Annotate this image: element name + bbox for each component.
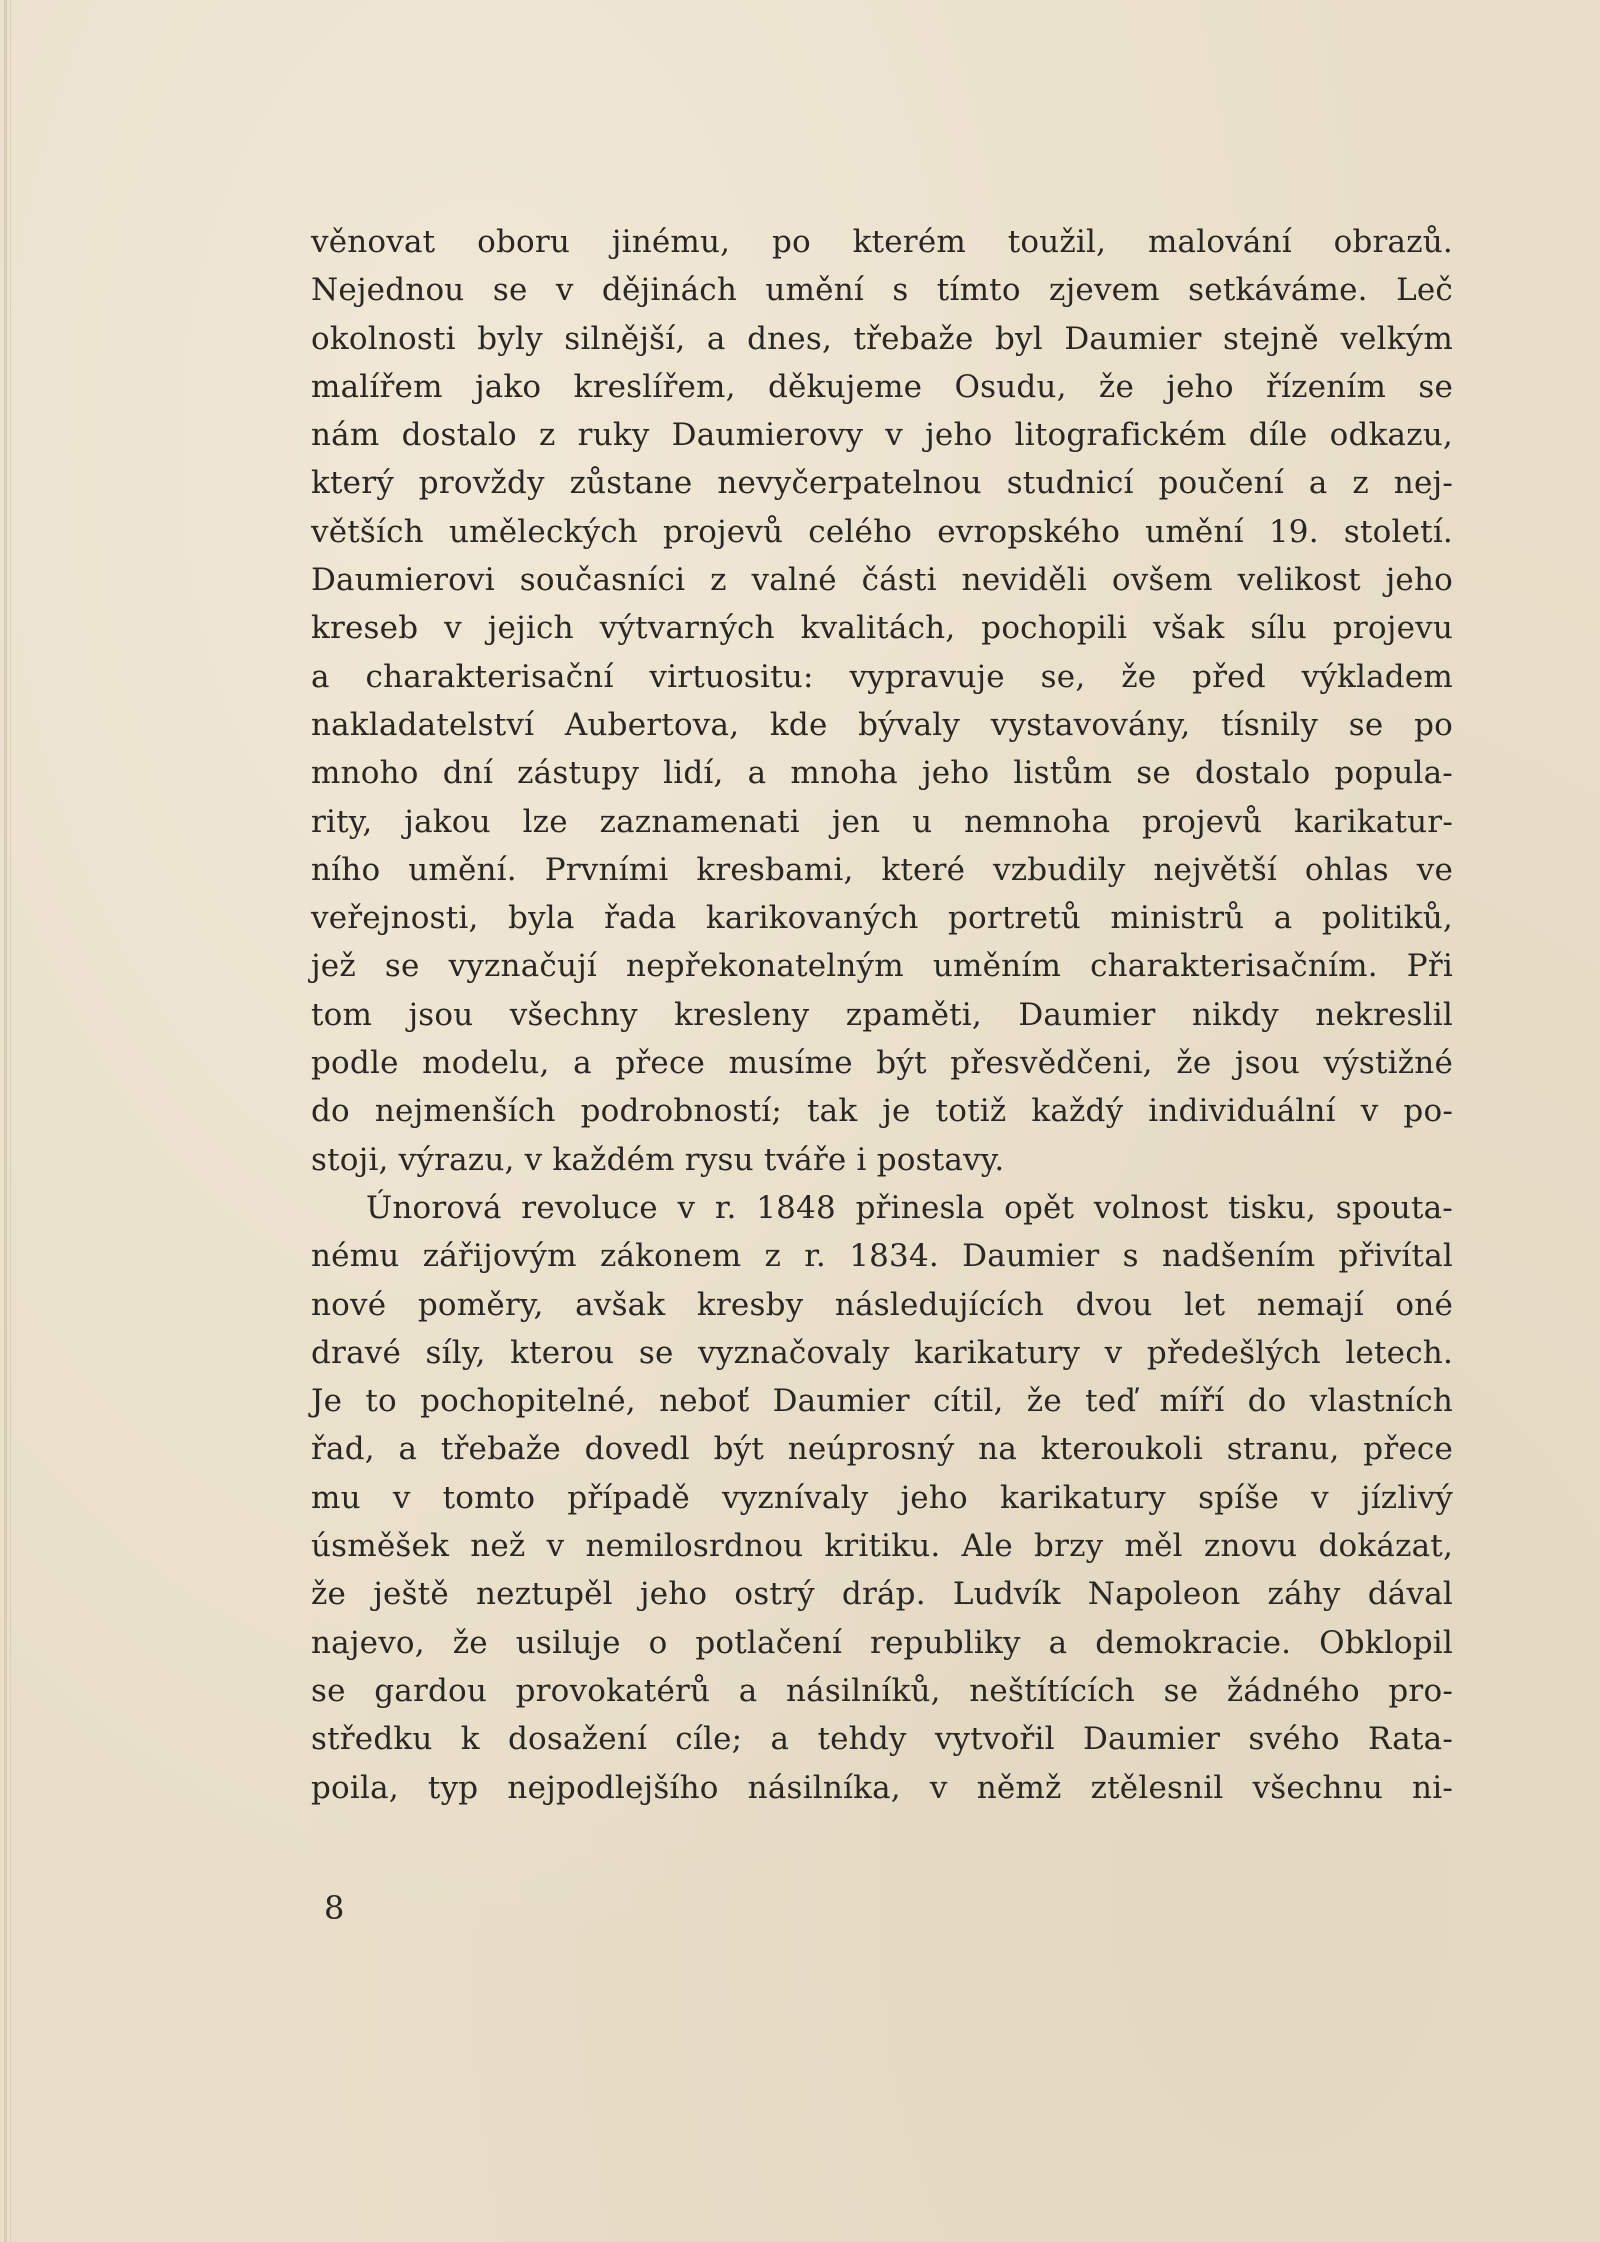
text-line: úsměšek než v nemilosrdnou kritiku. Ale brzy měl znovu dokázat, bbox=[311, 1528, 1453, 1565]
text-line: Daumierovi současníci z valné části neviděli ovšem velikost jeho bbox=[311, 562, 1453, 599]
page-number: 8 bbox=[324, 1889, 345, 1927]
text-line: věnovat oboru jinému, po kterém toužil, malování obrazů. bbox=[311, 224, 1453, 260]
text-line: a charakterisační virtuositu: vypravuje se, že před výkladem bbox=[311, 658, 1453, 695]
text-line: poila, typ nejpodlejšího násilníka, v němž ztělesnil všechnu ni- bbox=[311, 1769, 1453, 1806]
text-line: řad, a třebaže dovedl být neúprosný na kteroukoli stranu, přece bbox=[311, 1431, 1453, 1468]
text-line: stoji, výrazu, v každém rysu tváře i postavy. bbox=[311, 1141, 1005, 1178]
text-line: větších uměleckých projevů celého evropského umění 19. století. bbox=[311, 513, 1453, 550]
text-line: nám dostalo z ruky Daumierovy v jeho litografickém díle odkazu, bbox=[311, 417, 1453, 454]
text-line: ního umění. Prvními kresbami, které vzbudily největší ohlas ve bbox=[311, 851, 1453, 888]
text-line: nému zářijovým zákonem z r. 1834. Daumier s nadšením přivítal bbox=[311, 1238, 1453, 1275]
text-line: mnoho dní zástupy lidí, a mnoha jeho listům se dostalo popula- bbox=[311, 755, 1453, 792]
text-line: nakladatelství Aubertova, kde bývaly vystavovány, tísnily se po bbox=[311, 706, 1453, 743]
text-line: Nejednou se v dějinách umění s tímto zjevem setkáváme. Leč bbox=[311, 272, 1453, 309]
text-line: Únorová revoluce v r. 1848 přinesla opět volnost tisku, spouta- bbox=[366, 1189, 1453, 1226]
text-line: najevo, že usiluje o potlačení republiky a demokracie. Obklopil bbox=[311, 1624, 1453, 1661]
text-line: nové poměry, avšak kresby následujících dvou let nemají oné bbox=[311, 1286, 1453, 1323]
text-line: okolnosti byly silnější, a dnes, třebaže byl Daumier stejně velkým bbox=[311, 320, 1453, 357]
paragraph-2 bbox=[311, 1184, 1453, 1812]
text-line: rity, jakou lze zaznamenati jen u nemnoha projevů karikatur- bbox=[311, 803, 1453, 840]
text-line: středku k dosažení cíle; a tehdy vytvořil Daumier svého Rata- bbox=[311, 1721, 1453, 1758]
text-line: veřejnosti, byla řada karikovaných portretů ministrů a politiků, bbox=[311, 900, 1453, 937]
text-line: kreseb v jejich výtvarných kvalitách, pochopili však sílu projevu bbox=[311, 610, 1453, 647]
text-line: že ještě neztupěl jeho ostrý dráp. Ludvík Napoleon záhy dával bbox=[311, 1576, 1453, 1613]
text-line: mu v tomto případě vyznívaly jeho karikatury spíše v jízlivý bbox=[311, 1479, 1453, 1516]
text-line: do nejmenších podrobností; tak je totiž každý individuální v po- bbox=[311, 1093, 1453, 1130]
page-edge bbox=[4, 0, 7, 2242]
page-edge-shadow bbox=[10, 0, 11, 2242]
text-line: podle modelu, a přece musíme být přesvědčeni, že jsou výstižné bbox=[311, 1045, 1453, 1082]
text-line: dravé síly, kterou se vyznačovaly karikatury v předešlých letech. bbox=[311, 1334, 1453, 1371]
text-line: Je to pochopitelné, neboť Daumier cítil, že teď míří do vlastních bbox=[311, 1383, 1453, 1420]
body-text bbox=[311, 218, 1453, 1812]
text-line: malířem jako kreslířem, děkujeme Osudu, že jeho řízením se bbox=[311, 368, 1453, 405]
text-line: tom jsou všechny kresleny zpaměti, Daumier nikdy nekreslil bbox=[311, 996, 1453, 1033]
paragraph-1 bbox=[311, 218, 1453, 1184]
text-line: se gardou provokatérů a násilníků, neštítících se žádného pro- bbox=[311, 1672, 1453, 1709]
text-line: jež se vyznačují nepřekonatelným uměním charakterisačním. Při bbox=[311, 948, 1453, 985]
text-line: který provždy zůstane nevyčerpatelnou studnicí poučení a z nej- bbox=[311, 465, 1453, 502]
